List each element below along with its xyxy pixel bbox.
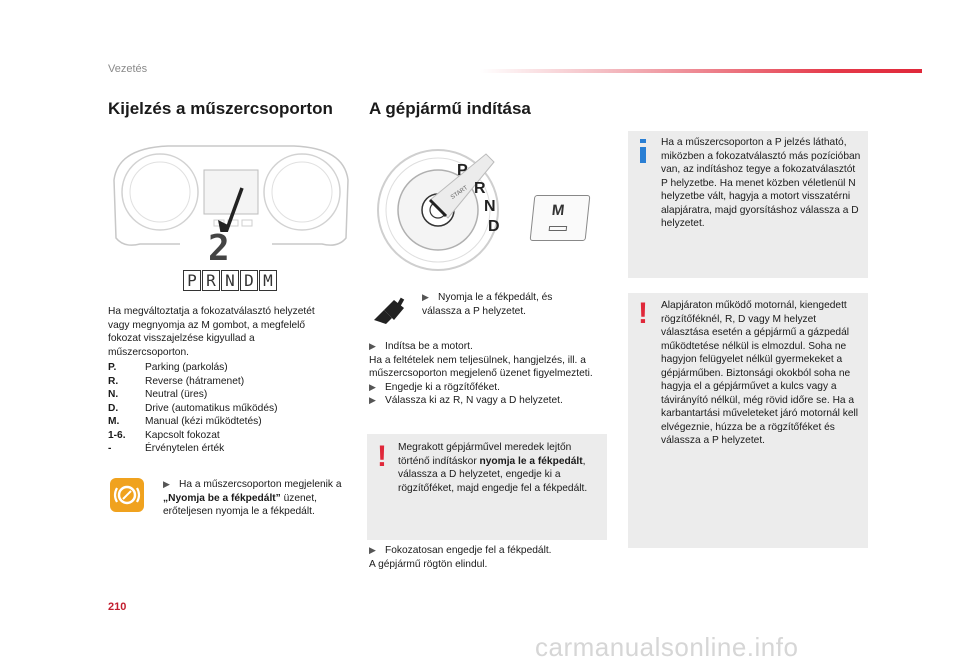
gear-letter: P	[183, 270, 201, 291]
left-title: Kijelzés a műszercsoporton	[108, 99, 333, 118]
legend-row: N. Neutral (üres)	[108, 389, 208, 400]
legend-row: M. Manual (kézi működtetés)	[108, 416, 262, 427]
bullet-arrow-icon: ▶	[369, 341, 376, 351]
start-steps: ▶ Indítsa be a motort. Ha a feltételek nem teljesülnek, hangjelzés, ill. a műszercsoporton megjelenő üzenet figyelmezteti. ▶ Engedje ki a rögzítőféket. ▶ Válassza ki az R, N vagy a D helyzetet.	[369, 341, 593, 406]
selector-letter: N	[484, 198, 496, 215]
selector-letter: D	[488, 218, 500, 235]
page-number: 210	[108, 601, 127, 613]
gear-selector-illustration	[370, 140, 530, 275]
selector-letter: R	[474, 180, 486, 197]
left-intro: Ha megváltoztatja a fokozatválasztó helyzetét vagy megnyomja az M gombot, a megfelelő fokozat visszajelzése kigyullad a műszercsoporton.	[108, 306, 315, 358]
middle-title: A gépjármű indítása	[369, 99, 531, 118]
brake-pedal-warning-icon	[110, 478, 144, 512]
start-label: START	[450, 185, 470, 201]
bullet-arrow-icon: ▶	[163, 479, 170, 489]
brake-foot-icon	[372, 296, 408, 326]
m-button: M	[530, 195, 591, 241]
gear-letter: R	[202, 270, 220, 291]
display-digit: 2	[208, 228, 230, 269]
gear-legend	[108, 361, 348, 456]
brake-note: ▶ Ha a műszercsoporton megjelenik a „Nyomja be a fékpedált” üzenet, erőteljesen nyomja le a fékpedált.	[163, 479, 342, 517]
right-warning-text: Alapjáraton működő motornál, kiengedett rögzítőféknél, R, D vagy M helyzet választása esetén a gépjármű a gázpedál működtetése nélkül is elmozdul. Soha ne hagyjon felügyelet nélkül gyermekeket a gépjárműben. Biztonsági okokból soha ne hagyja el a gépjárművet a kulcs vagy a távirányító nélkül, még rövid időre se. Ha a karbantartási műveleteket járó motornál kell elvégeznie, húzza be a rögzítőféket és válassza a P helyzetet.	[661, 300, 859, 446]
gear-letter-row	[183, 270, 278, 291]
right-warning-box	[628, 293, 868, 548]
gear-display-zoom	[180, 228, 273, 294]
watermark: carmanualsonline.info	[535, 632, 799, 662]
slope-warning-box	[367, 434, 607, 540]
step-release-brake: ▶ Fokozatosan engedje fel a fékpedált. A gépjármű rögtön elindul.	[369, 545, 552, 570]
legend-row: P. Parking (parkolás)	[108, 362, 228, 373]
gear-letter: D	[240, 270, 258, 291]
warning-exclamation-icon: !	[377, 440, 387, 473]
info-icon	[640, 139, 646, 143]
section-label: Vezetés	[108, 63, 148, 75]
selector-letter: P	[457, 162, 468, 179]
warning-exclamation-icon: !	[638, 297, 648, 330]
legend-row: R. Reverse (hátramenet)	[108, 375, 245, 387]
legend-row: 1-6. Kapcsolt fokozat	[108, 429, 220, 441]
slope-warning-text: Megrakott gépjárművel meredek lejtőn történő indításkor nyomja le a fékpedált, válassza a D helyzetet, engedje ki a rögzítőféket, majd engedje fel a fékpedált.	[398, 442, 588, 494]
header-accent-line	[480, 69, 922, 73]
step-brake-select-p: ▶ Nyomja le a fékpedált, és válassza a P helyzetet.	[422, 292, 553, 317]
bullet-arrow-icon: ▶	[422, 292, 429, 302]
bullet-arrow-icon: ▶	[369, 395, 376, 405]
bullet-arrow-icon: ▶	[369, 545, 376, 555]
legend-row: D. Drive (automatikus működés)	[108, 402, 278, 414]
legend-row: - Érvénytelen érték	[108, 443, 225, 454]
bullet-arrow-icon: ▶	[369, 381, 376, 392]
gear-letter: N	[221, 270, 239, 291]
info-text: Ha a műszercsoporton a P jelzés látható, miközben a fokozatválasztó más pozícióban van, az indításhoz tegye a fokozatválasztót P helyzetbe. Ha menet közben véletlenül N helyzetbe vált, hagyja a motort visszatérni alapjáratra, majd gyorsításhoz válassza a D helyzetet.	[661, 137, 861, 229]
info-box	[628, 131, 868, 278]
gear-letter: M	[259, 270, 277, 291]
